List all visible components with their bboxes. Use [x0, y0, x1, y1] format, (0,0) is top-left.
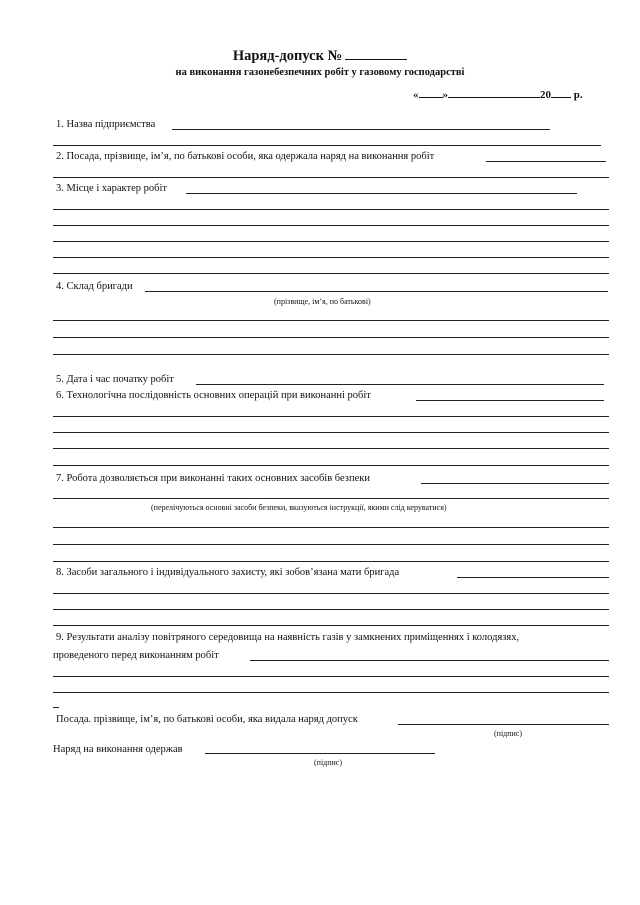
field-6-label: 6. Технологічна послідовність основних операцій при виконанні робіт — [56, 390, 371, 401]
field-7-line[interactable] — [421, 483, 609, 484]
field-6-line[interactable] — [416, 400, 604, 401]
issuer-label: Посада. прізвище, ім’я, по батькові особи, яка видала наряд допуск — [56, 714, 358, 725]
date-open-quote: « — [413, 89, 419, 101]
field-4-label: 4. Склад бригади — [56, 281, 133, 292]
field-4-line-4[interactable] — [53, 354, 609, 355]
field-8-line[interactable] — [457, 577, 609, 578]
year-prefix: 20 — [540, 89, 551, 101]
field-4-line-3[interactable] — [53, 337, 609, 338]
field-3-line-3[interactable] — [53, 225, 609, 226]
field-4-line[interactable] — [145, 291, 608, 292]
field-8-line-2[interactable] — [53, 593, 609, 594]
permit-number-field[interactable] — [345, 46, 407, 60]
field-2-label: 2. Посада, прізвище, ім’я, по батькові особи, яка одержала наряд на виконання робіт — [56, 151, 435, 162]
field-4-hint: (прізвище, ім’я, по батькові) — [274, 297, 371, 306]
field-9-tick — [53, 707, 59, 708]
form-title-text: Наряд-допуск № — [232, 48, 343, 64]
day-field[interactable] — [419, 86, 443, 98]
field-3-line-6[interactable] — [53, 273, 609, 274]
field-3-line-2[interactable] — [53, 209, 609, 210]
receiver-sign-hint: (підпис) — [314, 758, 343, 767]
field-1-line[interactable] — [172, 129, 550, 130]
receiver-label: Наряд на виконання одержав — [53, 744, 183, 755]
field-7-hint: (перелічуються основні засоби безпеки, вказуються інструкції, якими слід керуватися) — [151, 503, 447, 512]
year-suffix: р. — [573, 89, 583, 101]
form-subtitle: на виконання газонебезпечних робіт у газовому господарстві — [175, 67, 465, 78]
date-close-quote: » — [442, 89, 448, 101]
field-9-line[interactable] — [250, 660, 609, 661]
field-2-line[interactable] — [486, 161, 606, 162]
field-6-line-2[interactable] — [53, 416, 609, 417]
field-3-label: 3. Місце і характер робіт — [56, 183, 167, 194]
field-1-label: 1. Назва підприємства — [56, 119, 156, 130]
field-8-label: 8. Засоби загального і індивідуального захисту, які зобов’язана мати бригада — [56, 567, 400, 578]
field-3-line-5[interactable] — [53, 257, 609, 258]
field-6-line-5[interactable] — [53, 465, 609, 466]
field-9-line-2[interactable] — [53, 676, 609, 677]
form-title — [0, 46, 640, 65]
field-9-label-line-2: проведеного перед виконанням робіт — [53, 650, 219, 661]
field-5-label: 5. Дата і час початку робіт — [56, 374, 174, 385]
field-2-line-2[interactable] — [53, 177, 609, 178]
field-3-line[interactable] — [186, 193, 577, 194]
field-1-line-2[interactable] — [53, 145, 601, 146]
month-field[interactable] — [448, 86, 540, 98]
year-field[interactable] — [551, 86, 571, 98]
field-7-line-3[interactable] — [53, 527, 609, 528]
field-9-label-line-1: 9. Результати аналізу повітряного середовища на наявність газів у замкнених приміщеннях і колодязях, — [56, 632, 520, 643]
field-4-line-2[interactable] — [53, 320, 609, 321]
issuer-signature-line[interactable] — [398, 724, 609, 725]
field-3-line-4[interactable] — [53, 241, 609, 242]
issuer-sign-hint: (підпис) — [494, 729, 523, 738]
field-7-line-2[interactable] — [53, 498, 609, 499]
field-6-line-4[interactable] — [53, 448, 609, 449]
field-5-line[interactable] — [196, 384, 604, 385]
receiver-signature-line[interactable] — [205, 753, 435, 754]
field-7-line-4[interactable] — [53, 544, 609, 545]
field-8-line-3[interactable] — [53, 609, 609, 610]
field-8-line-4[interactable] — [53, 625, 609, 626]
field-7-line-5[interactable] — [53, 561, 609, 562]
field-7-label: 7. Робота дозволяється при виконанні таких основних засобів безпеки — [56, 473, 370, 484]
field-6-line-3[interactable] — [53, 432, 609, 433]
date-line — [413, 86, 583, 101]
field-9-line-3[interactable] — [53, 692, 609, 693]
